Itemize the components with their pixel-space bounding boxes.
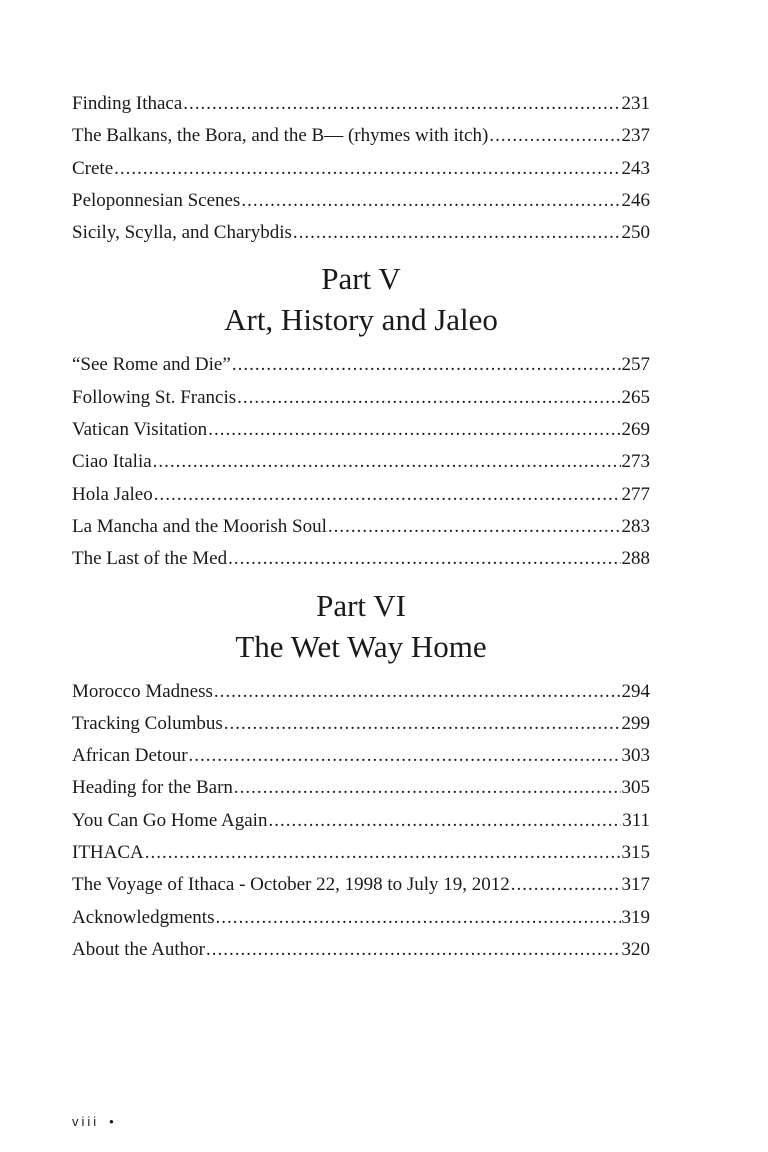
toc-entry: [72, 805, 650, 837]
toc-dot-leader: [215, 902, 620, 934]
toc-entry-page-number: 288: [621, 548, 650, 570]
toc-entry: [72, 479, 650, 511]
toc-dot-leader: [208, 414, 620, 446]
toc-entry-page-number: 294: [621, 680, 650, 702]
toc-group-part-iv: [72, 88, 650, 249]
toc-entry: [72, 837, 650, 869]
toc-entry-page-number: 320: [621, 938, 650, 960]
toc-entry-page-number: 231: [621, 93, 650, 114]
toc-entry-page-number: 315: [621, 842, 650, 864]
toc-entry: [72, 708, 650, 740]
toc-entry-title: Heading for the Barn: [72, 777, 233, 799]
footer-bullet: •: [109, 1114, 114, 1129]
toc-entry-page-number: 299: [621, 712, 650, 734]
part-vi-title: The Wet Way Home: [235, 628, 487, 664]
toc-dot-leader: [183, 88, 620, 120]
toc-entry: [72, 869, 650, 901]
toc-dot-leader: [237, 382, 620, 414]
toc-dot-leader: [214, 676, 621, 708]
toc-entry-title: ITHACA: [72, 842, 144, 864]
toc-dot-leader: [145, 837, 621, 869]
toc-entry: [72, 543, 650, 575]
toc-dot-leader: [241, 185, 620, 217]
toc-entry: [72, 217, 650, 249]
toc-entry: [72, 446, 650, 478]
toc-entry: [72, 740, 650, 772]
toc-dot-leader: [328, 511, 621, 543]
toc-entry: [72, 511, 650, 543]
toc-group-part-v: [72, 349, 650, 575]
toc-dot-leader: [224, 708, 621, 740]
toc-entry-page-number: 305: [621, 777, 650, 799]
toc-entry-title: Finding Ithaca: [72, 93, 183, 114]
page-number: viii: [72, 1114, 100, 1129]
toc-entry-page-number: 243: [621, 157, 650, 179]
toc-dot-leader: [293, 217, 621, 249]
toc-dot-leader: [114, 153, 620, 185]
toc-group-part-vi: [72, 676, 650, 967]
toc-entry-page-number: 311: [622, 809, 650, 831]
part-v-title: Art, History and Jaleo: [224, 302, 498, 338]
part-vi-heading: Part VI: [316, 587, 406, 623]
toc-entry-title: The Last of the Med: [72, 548, 228, 570]
toc-dot-leader: [489, 120, 620, 152]
toc-entry-page-number: 265: [621, 386, 650, 408]
toc-entry-title: The Balkans, the Bora, and the B— (rhymes with itch): [72, 125, 489, 147]
toc-entry-title: La Mancha and the Moorish Soul: [72, 515, 327, 537]
toc-dot-leader: [511, 869, 621, 901]
toc-entry-title: Hola Jaleo: [72, 483, 153, 505]
toc-entry: [72, 120, 650, 152]
toc-entry-title: “See Rome and Die”: [72, 354, 231, 376]
table-of-contents: [72, 88, 650, 966]
toc-dot-leader: [232, 349, 621, 381]
toc-entry: [72, 88, 650, 120]
toc-entry-page-number: 303: [621, 745, 650, 767]
toc-entry-page-number: 277: [621, 483, 650, 505]
toc-entry: [72, 902, 650, 934]
toc-entry-title: The Voyage of Ithaca - October 22, 1998 to July 19, 2012: [72, 874, 510, 896]
toc-entry-title: Tracking Columbus: [72, 712, 223, 734]
toc-entry-page-number: 250: [621, 222, 650, 244]
toc-entry: [72, 676, 650, 708]
toc-entry-title: Peloponnesian Scenes: [72, 189, 241, 211]
toc-entry: [72, 185, 650, 217]
toc-entry-page-number: 237: [621, 125, 650, 147]
toc-entry-title: Ciao Italia: [72, 451, 152, 473]
toc-entry-title: African Detour: [72, 745, 188, 767]
toc-entry-title: Acknowledgments: [72, 906, 215, 928]
toc-dot-leader: [189, 740, 621, 772]
toc-entry-page-number: 246: [621, 189, 650, 211]
part-v-heading: Part V: [321, 261, 401, 297]
toc-entry-page-number: 269: [621, 419, 650, 441]
toc-entry-title: Sicily, Scylla, and Charybdis: [72, 222, 292, 244]
toc-entry-page-number: 319: [621, 906, 650, 928]
toc-dot-leader: [206, 934, 621, 966]
toc-entry: [72, 153, 650, 185]
toc-dot-leader: [268, 805, 621, 837]
toc-entry-page-number: 317: [621, 874, 650, 896]
toc-entry: [72, 382, 650, 414]
toc-dot-leader: [234, 772, 621, 804]
toc-entry-title: Morocco Madness: [72, 680, 213, 702]
toc-entry: [72, 934, 650, 966]
toc-entry-title: About the Author: [72, 938, 205, 960]
toc-entry: [72, 349, 650, 381]
toc-dot-leader: [154, 479, 621, 511]
toc-entry-title: You Can Go Home Again: [72, 809, 268, 831]
toc-entry-title: Crete: [72, 157, 114, 179]
toc-entry-title: Following St. Francis: [72, 386, 237, 408]
toc-entry-title: Vatican Visitation: [72, 419, 208, 441]
toc-dot-leader: [153, 446, 621, 478]
toc-entry-page-number: 283: [621, 515, 650, 537]
page-footer: [72, 1114, 114, 1129]
toc-dot-leader: [228, 543, 620, 575]
toc-entry-page-number: 257: [621, 354, 650, 376]
toc-entry: [72, 772, 650, 804]
toc-entry-page-number: 273: [621, 451, 650, 473]
toc-entry: [72, 414, 650, 446]
